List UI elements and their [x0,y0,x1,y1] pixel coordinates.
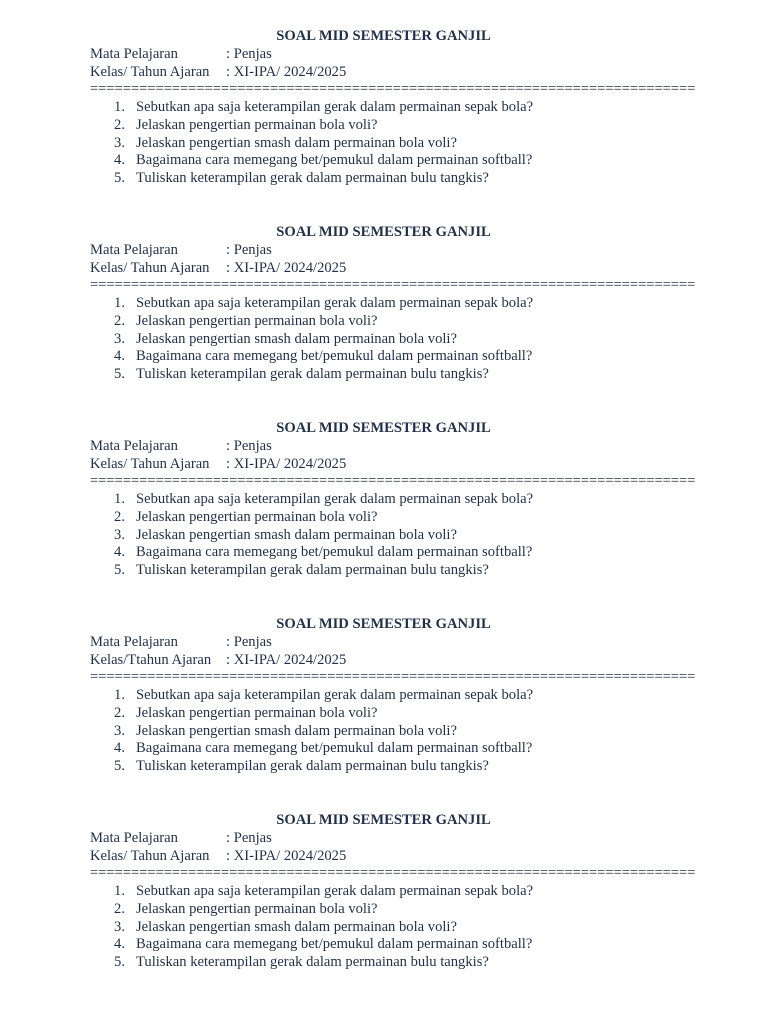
question-number: 5. [114,758,125,775]
question-number: 1. [114,295,125,311]
subject-label: Mata Pelajaran [90,634,178,650]
question-text: Jelaskan pengertian smash dalam permainan bola voli? [136,918,457,935]
question-number: 4. [114,348,125,365]
question-text: Jelaskan pengertian smash dalam permainan bola voli? [136,134,457,151]
question-text: Jelaskan pengertian permainan bola voli? [136,508,378,525]
question-text: Jelaskan pengertian smash dalam permainan bola voli? [136,330,457,347]
question-number: 3. [114,526,125,543]
class-value: : XI-IPA/ 2024/2025 [226,652,347,668]
question-text: Sebutkan apa saja keterampilan gerak dalam permainan sepak bola? [136,491,534,507]
separator-line: ========================================================================== [90,475,696,487]
exam-title: SOAL MID SEMESTER GANJIL [276,28,491,44]
question-number: 4. [114,936,125,953]
question-text: Bagaimana cara memegang bet/pemukul dalam permainan softball? [136,348,533,365]
question-text: Tuliskan keterampilan gerak dalam permainan bulu tangkis? [136,954,489,971]
question-text: Tuliskan keterampilan gerak dalam permainan bulu tangkis? [136,170,489,187]
class-value: : XI-IPA/ 2024/2025 [226,260,347,276]
subject-value: : Penjas [226,46,272,62]
question-number: 5. [114,170,125,187]
subject-label: Mata Pelajaran [90,46,178,62]
question-text: Jelaskan pengertian permainan bola voli? [136,900,378,917]
exam-title: SOAL MID SEMESTER GANJIL [276,812,491,828]
question-number: 3. [114,918,125,935]
question-number: 1. [114,99,125,115]
question-number: 4. [114,152,125,169]
question-text: Sebutkan apa saja keterampilan gerak dalam permainan sepak bola? [136,295,534,311]
question-number: 3. [114,722,125,739]
class-label: Kelas/Ttahun Ajaran [90,652,212,668]
question-number: 1. [114,491,125,507]
question-text: Sebutkan apa saja keterampilan gerak dalam permainan sepak bola? [136,883,534,899]
question-text: Bagaimana cara memegang bet/pemukul dalam permainan softball? [136,152,533,169]
question-number: 5. [114,562,125,579]
exam-title: SOAL MID SEMESTER GANJIL [276,224,491,240]
question-number: 5. [114,954,125,971]
question-number: 2. [114,312,125,329]
class-label: Kelas/ Tahun Ajaran [90,260,210,276]
class-label: Kelas/ Tahun Ajaran [90,456,210,472]
class-label: Kelas/ Tahun Ajaran [90,848,210,864]
subject-value: : Penjas [226,830,272,846]
question-text: Bagaimana cara memegang bet/pemukul dalam permainan softball? [136,740,533,757]
question-text: Jelaskan pengertian permainan bola voli? [136,312,378,329]
question-number: 2. [114,508,125,525]
question-number: 2. [114,116,125,133]
question-number: 5. [114,366,125,383]
question-text: Jelaskan pengertian permainan bola voli? [136,704,378,721]
subject-value: : Penjas [226,438,272,454]
question-text: Bagaimana cara memegang bet/pemukul dalam permainan softball? [136,544,533,561]
question-number: 1. [114,883,125,899]
question-text: Tuliskan keterampilan gerak dalam permainan bulu tangkis? [136,758,489,775]
separator-line: ========================================================================== [90,83,696,95]
subject-label: Mata Pelajaran [90,438,178,454]
question-number: 4. [114,740,125,757]
question-text: Tuliskan keterampilan gerak dalam permainan bulu tangkis? [136,366,489,383]
subject-label: Mata Pelajaran [90,830,178,846]
class-label: Kelas/ Tahun Ajaran [90,64,210,80]
subject-label: Mata Pelajaran [90,242,178,258]
question-number: 4. [114,544,125,561]
class-value: : XI-IPA/ 2024/2025 [226,848,347,864]
separator-line: ========================================================================== [90,671,696,683]
question-text: Bagaimana cara memegang bet/pemukul dalam permainan softball? [136,936,533,953]
question-text: Sebutkan apa saja keterampilan gerak dalam permainan sepak bola? [136,99,534,115]
subject-value: : Penjas [226,634,272,650]
question-number: 2. [114,704,125,721]
question-text: Jelaskan pengertian smash dalam permainan bola voli? [136,526,457,543]
question-number: 3. [114,134,125,151]
question-text: Sebutkan apa saja keterampilan gerak dalam permainan sepak bola? [136,687,534,703]
question-text: Jelaskan pengertian smash dalam permainan bola voli? [136,722,457,739]
class-value: : XI-IPA/ 2024/2025 [226,64,347,80]
question-number: 3. [114,330,125,347]
question-text: Tuliskan keterampilan gerak dalam permainan bulu tangkis? [136,562,489,579]
subject-value: : Penjas [226,242,272,258]
separator-line: ========================================================================== [90,867,696,879]
exam-title: SOAL MID SEMESTER GANJIL [276,616,491,632]
question-number: 2. [114,900,125,917]
separator-line: ========================================================================== [90,279,696,291]
exam-title: SOAL MID SEMESTER GANJIL [276,420,491,436]
class-value: : XI-IPA/ 2024/2025 [226,456,347,472]
question-text: Jelaskan pengertian permainan bola voli? [136,116,378,133]
question-number: 1. [114,687,125,703]
